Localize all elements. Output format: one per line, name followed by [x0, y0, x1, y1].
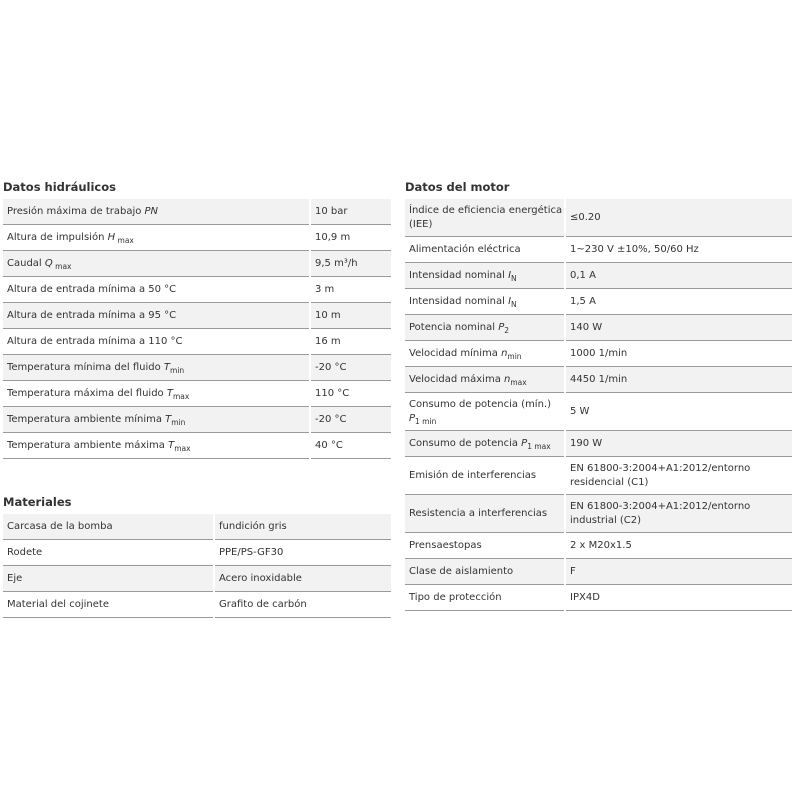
row-label: Temperatura máxima del fluido $T_{max}$ [3, 381, 309, 407]
row-value: Grafito de carbón [215, 592, 391, 618]
row-value: -20 °C [311, 407, 391, 433]
table-row [405, 457, 792, 495]
row-label: Presión máxima de trabajo PN [3, 199, 309, 225]
hydraulic-table [1, 199, 393, 459]
motor-title: Datos del motor [405, 180, 510, 194]
row-label: Altura de entrada mínima a 110 °C [3, 329, 309, 355]
table-row [405, 315, 792, 341]
row-label: Caudal Q $_{max}$ [3, 251, 309, 277]
row-value: 10 m [311, 303, 391, 329]
row-value: 40 °C [311, 433, 391, 459]
row-value: Acero inoxidable [215, 566, 391, 592]
table-row [3, 381, 391, 407]
table-row [3, 514, 391, 540]
row-label: Eje [3, 566, 213, 592]
row-value: 110 °C [311, 381, 391, 407]
row-label: Clase de aislamiento [405, 559, 564, 585]
row-value: 1,5 A [566, 289, 792, 315]
table-row [3, 540, 391, 566]
table-row [3, 303, 391, 329]
table-row [405, 199, 792, 237]
row-label: Altura de impulsión H $_{max}$ [3, 225, 309, 251]
table-row [405, 431, 792, 457]
table-row [405, 341, 792, 367]
row-label: Rodete [3, 540, 213, 566]
row-value: EN 61800-3:2004+A1:2012/entorno industrial (C2) [566, 495, 792, 533]
row-value: PPE/PS-GF30 [215, 540, 391, 566]
table-row [3, 329, 391, 355]
row-label: Velocidad máxima $n_{max}$ [405, 367, 564, 393]
row-label: Índice de eficiencia energética (IEE) [405, 199, 564, 237]
table-row [3, 566, 391, 592]
row-label: Temperatura ambiente mínima $T_{min}$ [3, 407, 309, 433]
table-row [3, 433, 391, 459]
row-value: 10 bar [311, 199, 391, 225]
row-label: Intensidad nominal $I_N$ [405, 263, 564, 289]
row-label: Emisión de interferencias [405, 457, 564, 495]
row-value: ≤0.20 [566, 199, 792, 237]
row-value: 140 W [566, 315, 792, 341]
row-label: Potencia nominal $P_2$ [405, 315, 564, 341]
table-row [3, 407, 391, 433]
table-row [3, 277, 391, 303]
motor-section [405, 180, 794, 611]
row-label: Altura de entrada mínima a 95 °C [3, 303, 309, 329]
row-value: fundición gris [215, 514, 391, 540]
row-value: 9,5 m³/h [311, 251, 391, 277]
row-value: 16 m [311, 329, 391, 355]
row-value: 4450 1/min [566, 367, 792, 393]
row-label: Prensaestopas [405, 533, 564, 559]
motor-table [403, 199, 794, 611]
hydraulic-title: Datos hidráulicos [3, 180, 116, 194]
row-value: 0,1 A [566, 263, 792, 289]
materials-title: Materiales [3, 495, 72, 509]
table-row [405, 393, 792, 431]
row-value: 1000 1/min [566, 341, 792, 367]
row-label: Tipo de protección [405, 585, 564, 611]
row-label: Consumo de potencia $P_{1 max}$ [405, 431, 564, 457]
table-row [405, 585, 792, 611]
row-label: Resistencia a interferencias [405, 495, 564, 533]
row-label: Carcasa de la bomba [3, 514, 213, 540]
row-value: IPX4D [566, 585, 792, 611]
hydraulic-section [3, 180, 393, 459]
materials-table [1, 514, 393, 618]
table-row [405, 495, 792, 533]
row-label: Consumo de potencia (mín.) $P_{1 min}$ [405, 393, 564, 431]
table-row [3, 592, 391, 618]
row-value: EN 61800-3:2004+A1:2012/entorno residencial (C1) [566, 457, 792, 495]
row-value: 1~230 V ±10%, 50/60 Hz [566, 237, 792, 263]
table-row [3, 199, 391, 225]
row-value: F [566, 559, 792, 585]
row-label: Material del cojinete [3, 592, 213, 618]
row-value: 3 m [311, 277, 391, 303]
table-row [405, 237, 792, 263]
table-row [3, 251, 391, 277]
row-label: Altura de entrada mínima a 50 °C [3, 277, 309, 303]
row-label: Temperatura ambiente máxima $T_{max}$ [3, 433, 309, 459]
materials-section [3, 495, 393, 618]
table-row [405, 367, 792, 393]
row-value: 190 W [566, 431, 792, 457]
table-row [3, 355, 391, 381]
row-value: 10,9 m [311, 225, 391, 251]
row-label: Temperatura mínima del fluido $T_{min}$ [3, 355, 309, 381]
table-row [405, 559, 792, 585]
row-label: Alimentación eléctrica [405, 237, 564, 263]
row-label: Intensidad nominal $I_N$ [405, 289, 564, 315]
row-value: 5 W [566, 393, 792, 431]
row-label: Velocidad mínima $n_{min}$ [405, 341, 564, 367]
table-row [3, 225, 391, 251]
table-row [405, 533, 792, 559]
table-row [405, 263, 792, 289]
table-row [405, 289, 792, 315]
row-value: -20 °C [311, 355, 391, 381]
row-value: 2 x M20x1.5 [566, 533, 792, 559]
